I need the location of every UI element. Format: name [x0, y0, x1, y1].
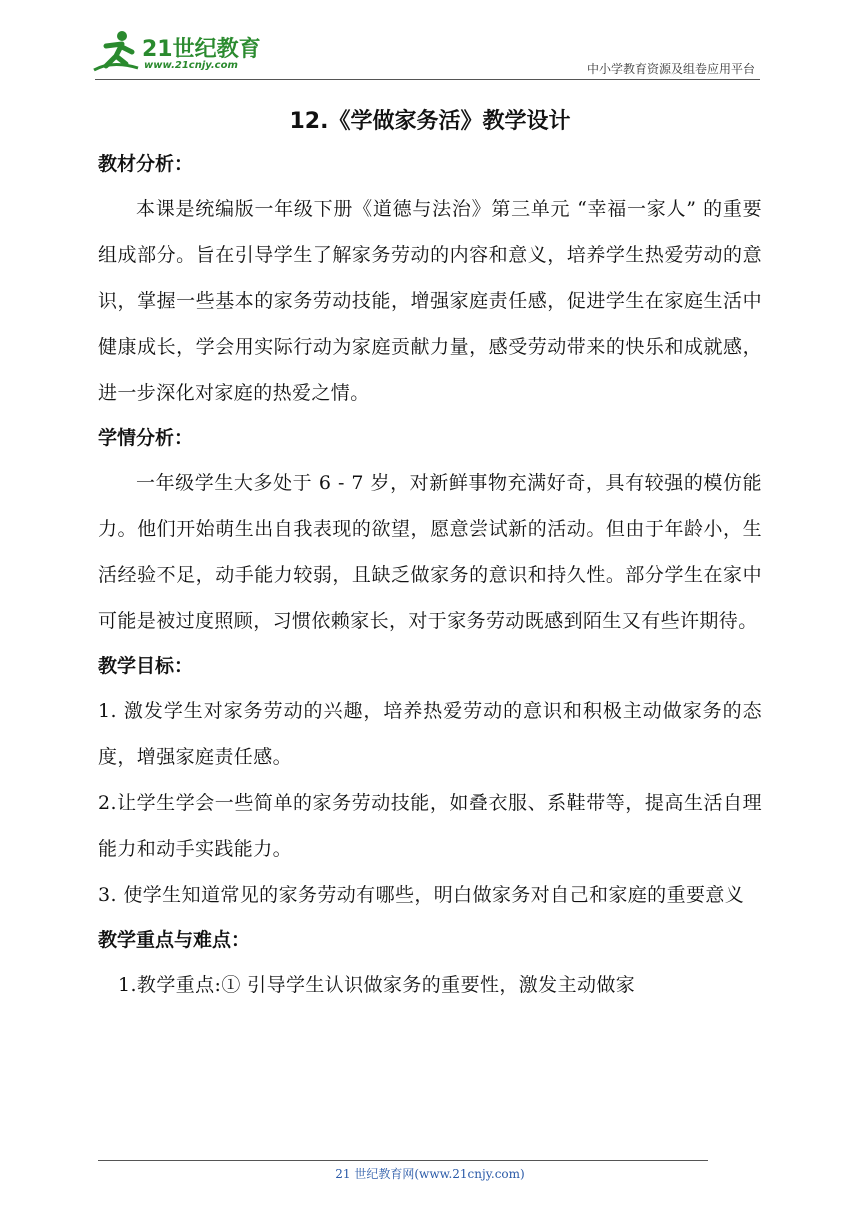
section-heading-keypoints: 教学重点与难点：: [98, 929, 251, 951]
page-title: 12.《学做家务活》教学设计: [289, 109, 571, 134]
logo-text: 21世纪教育: [142, 37, 261, 62]
footer-link[interactable]: 21 世纪教育网(www.21cnjy.com): [335, 1167, 525, 1181]
paragraph-textbook: 本课是统编版一年级下册《道德与法治》第三单元 “幸福一家人” 的重要组成部分。旨在引导学生了解家务劳动的内容和意义，培养学生热爱劳动的意识，掌握一些基本的家务劳动技能，增强家庭责任感，促进学生在家庭生活中健康成长，学会用实际行动为家庭贡献力量，感受劳动带来的快乐和成就感，进一步深化对家庭的热爱之情。: [98, 198, 762, 404]
section-heading-objectives: 教学目标：: [98, 655, 194, 677]
paragraph-students: 一年级学生大多处于 6 - 7 岁，对新鲜事物充满好奇，具有较强的模仿能力。他们开始萌生出自我表现的欲望，愿意尝试新的活动。但由于年龄小，生活经验不足，动手能力较弱，且缺乏做家务的意识和持久性。部分学生在家中可能是被过度照顾，习惯依赖家长，对于家务劳动既感到陌生又有些许期待。: [98, 472, 762, 632]
footer-divider: [98, 1160, 708, 1161]
objective-item: 2.让学生学会一些简单的家务劳动技能，如叠衣服、系鞋带等，提高生活自理能力和动手实践能力。: [98, 792, 762, 860]
runner-icon: [92, 30, 140, 74]
section-heading-students: 学情分析：: [98, 427, 194, 449]
document-body: [98, 102, 762, 1008]
site-logo[interactable]: [92, 30, 267, 80]
page-header: [0, 0, 860, 90]
header-divider: [95, 79, 760, 80]
keypoint-item: 1.教学重点:① 引导学生认识做家务的重要性，激发主动做家: [118, 974, 636, 996]
platform-name: 中小学教育资源及组卷应用平台: [586, 62, 755, 76]
objective-item: 1. 激发学生对家务劳动的兴趣，培养热爱劳动的意识和积极主动做家务的态度，增强家庭责任感。: [98, 700, 762, 768]
objective-item: 3. 使学生知道常见的家务劳动有哪些，明白做家务对自己和家庭的重要意义: [98, 884, 745, 906]
logo-url: www.21cnjy.com: [144, 60, 238, 71]
section-heading-textbook: 教材分析：: [98, 153, 194, 175]
